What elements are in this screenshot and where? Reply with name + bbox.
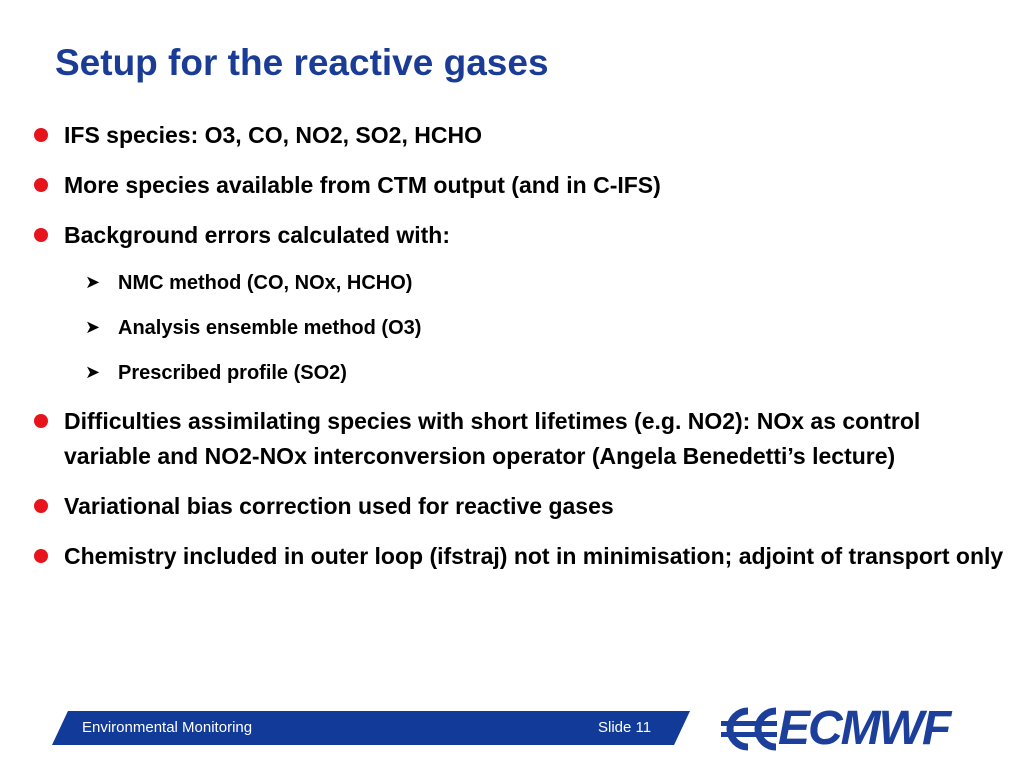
logo-text: ECMWF (778, 702, 950, 755)
red-dot-icon (34, 499, 48, 513)
bullet-text: Background errors calculated with: (64, 222, 450, 248)
red-dot-icon (34, 228, 48, 242)
footer-title: Environmental Monitoring (82, 719, 253, 736)
bullet-item (30, 489, 1005, 524)
sub-bullet-item (30, 358, 1005, 388)
red-dot-icon (34, 549, 48, 563)
bullet-text: Chemistry included in outer loop (ifstraj) not in minimisation; adjoint of transport only (64, 543, 1004, 569)
sub-bullet-item (30, 313, 1005, 343)
sub-bullet-text: Analysis ensemble method (O3) (118, 317, 422, 339)
sub-bullet-text: NMC method (CO, NOx, HCHO) (118, 272, 413, 294)
red-dot-icon (34, 128, 48, 142)
bullet-list (30, 118, 1005, 589)
bullet-text: IFS species: O3, CO, NO2, SO2, HCHO (64, 122, 482, 148)
sub-bullet-item (30, 268, 1005, 298)
red-dot-icon (34, 414, 48, 428)
bullet-item (30, 168, 1005, 203)
red-dot-icon (34, 178, 48, 192)
arrowhead-icon: ➤ (85, 272, 101, 293)
ecmwf-wave-icon (718, 707, 782, 751)
arrowhead-icon: ➤ (85, 317, 101, 338)
arrowhead-icon: ➤ (85, 362, 101, 383)
bullet-text: More species available from CTM output (and in C-IFS) (64, 172, 661, 198)
ecmwf-logo (718, 704, 962, 754)
bullet-item (30, 539, 1005, 574)
bullet-item (30, 218, 1005, 253)
slide-number: Slide 11 (598, 719, 652, 736)
bullet-item (30, 118, 1005, 153)
bullet-text: Variational bias correction used for reactive gases (64, 493, 614, 519)
sub-bullet-text: Prescribed profile (SO2) (118, 362, 347, 384)
bullet-item (30, 404, 1005, 474)
slide-title: Setup for the reactive gases (55, 42, 549, 83)
bullet-text: Difficulties assimilating species with short lifetimes (e.g. NO2): NOx as control variable and NO2-NOx interconversion operator (Angela Benedetti’s lecture) (64, 408, 921, 469)
